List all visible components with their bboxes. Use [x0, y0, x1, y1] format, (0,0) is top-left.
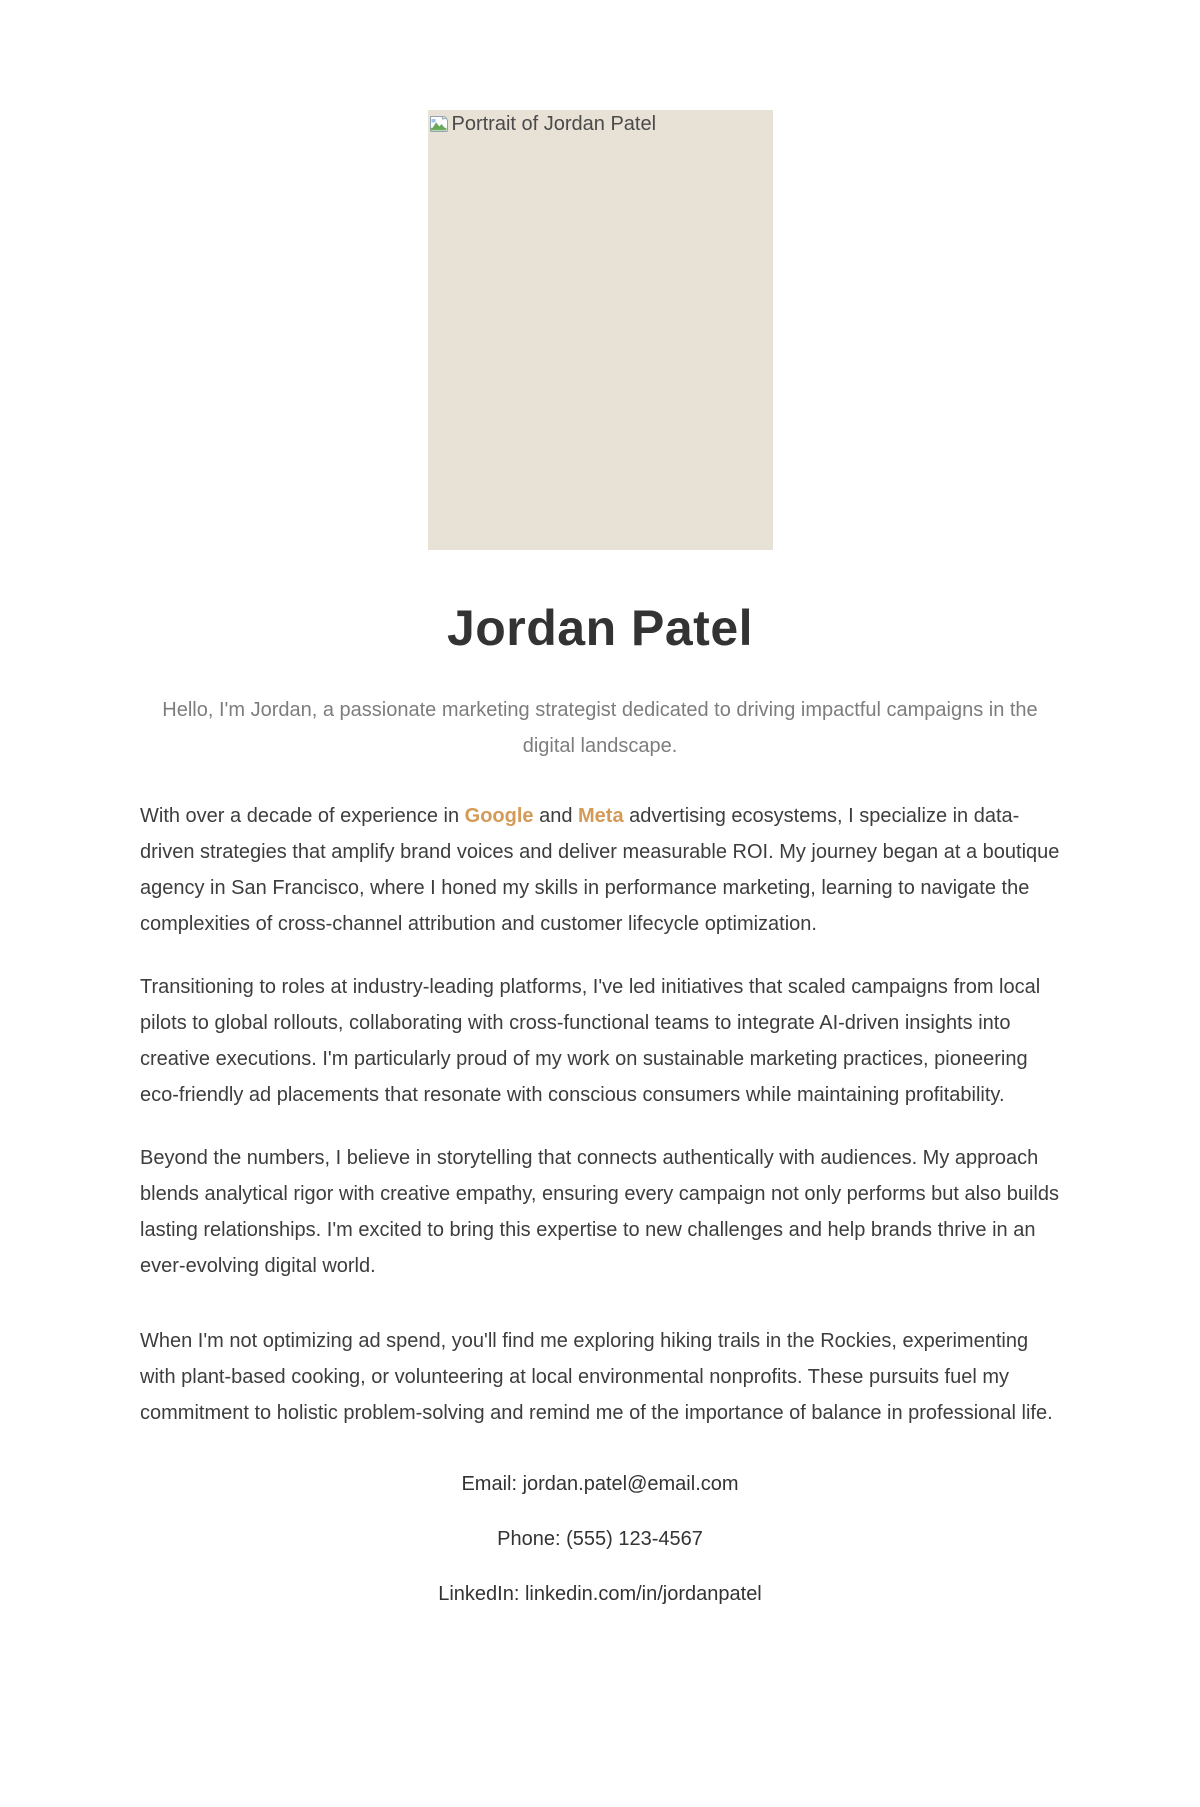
meta-link[interactable]: Meta [578, 805, 624, 827]
profile-page [140, 110, 1060, 1612]
bio-section [140, 798, 1060, 1431]
bio-paragraph-1 [140, 798, 1060, 942]
google-link[interactable]: Google [464, 805, 534, 827]
bio-p1-text-between: and [533, 805, 579, 827]
page-title: Jordan Patel [446, 600, 754, 656]
bio-p1-text-after: advertising ecosystems, I specialize in data-driven strategies that amplify brand voices and deliver measurable ROI. My journey began at a boutique agency in San Francisco, where I honed my skills in performance marketing, learning to navigate the complexities of cross-channel attribution and customer lifecycle optimization. [140, 805, 1060, 935]
portrait-alt-text: Portrait of Jordan Patel [451, 113, 657, 135]
contact-linkedin: LinkedIn: linkedin.com/in/jordanpatel [438, 1583, 762, 1605]
bio-paragraph-2: Transitioning to roles at industry-leading platforms, I've led initiatives that scaled campaigns from local pilots to global rollouts, collaborating with cross-functional teams to integrate AI-driven insights into creative executions. I'm particularly proud of my work on sustainable marketing practices, pioneering eco-friendly ad placements that resonate with conscious consumers while maintaining profitability. [140, 976, 1041, 1106]
broken-image-icon [429, 114, 449, 134]
bio-paragraph-4: When I'm not optimizing ad spend, you'll find me exploring hiking trails in the Rockies, experimenting with plant-based cooking, or volunteering at local environmental nonprofits. These pursuits fuel my commitment to holistic problem-solving and remind me of the importance of balance in professional life. [140, 1330, 1053, 1424]
contact-phone: Phone: (555) 123-4567 [497, 1528, 703, 1550]
bio-paragraph-3: Beyond the numbers, I believe in storytelling that connects authentically with audiences. My approach blends analytical rigor with creative empathy, ensuring every campaign not only performs but also builds lasting relationships. I'm excited to bring this expertise to new challenges and help brands thrive in an ever-evolving digital world. [140, 1147, 1059, 1277]
contact-section [140, 1466, 1060, 1612]
portrait-image [428, 110, 773, 550]
tagline: Hello, I'm Jordan, a passionate marketing strategist dedicated to driving impactful campaigns in the digital landscape. [162, 699, 1038, 757]
contact-email: Email: jordan.patel@email.com [461, 1473, 739, 1495]
broken-image-alt-row [428, 110, 773, 136]
bio-p1-text-before: With over a decade of experience in [140, 805, 465, 827]
